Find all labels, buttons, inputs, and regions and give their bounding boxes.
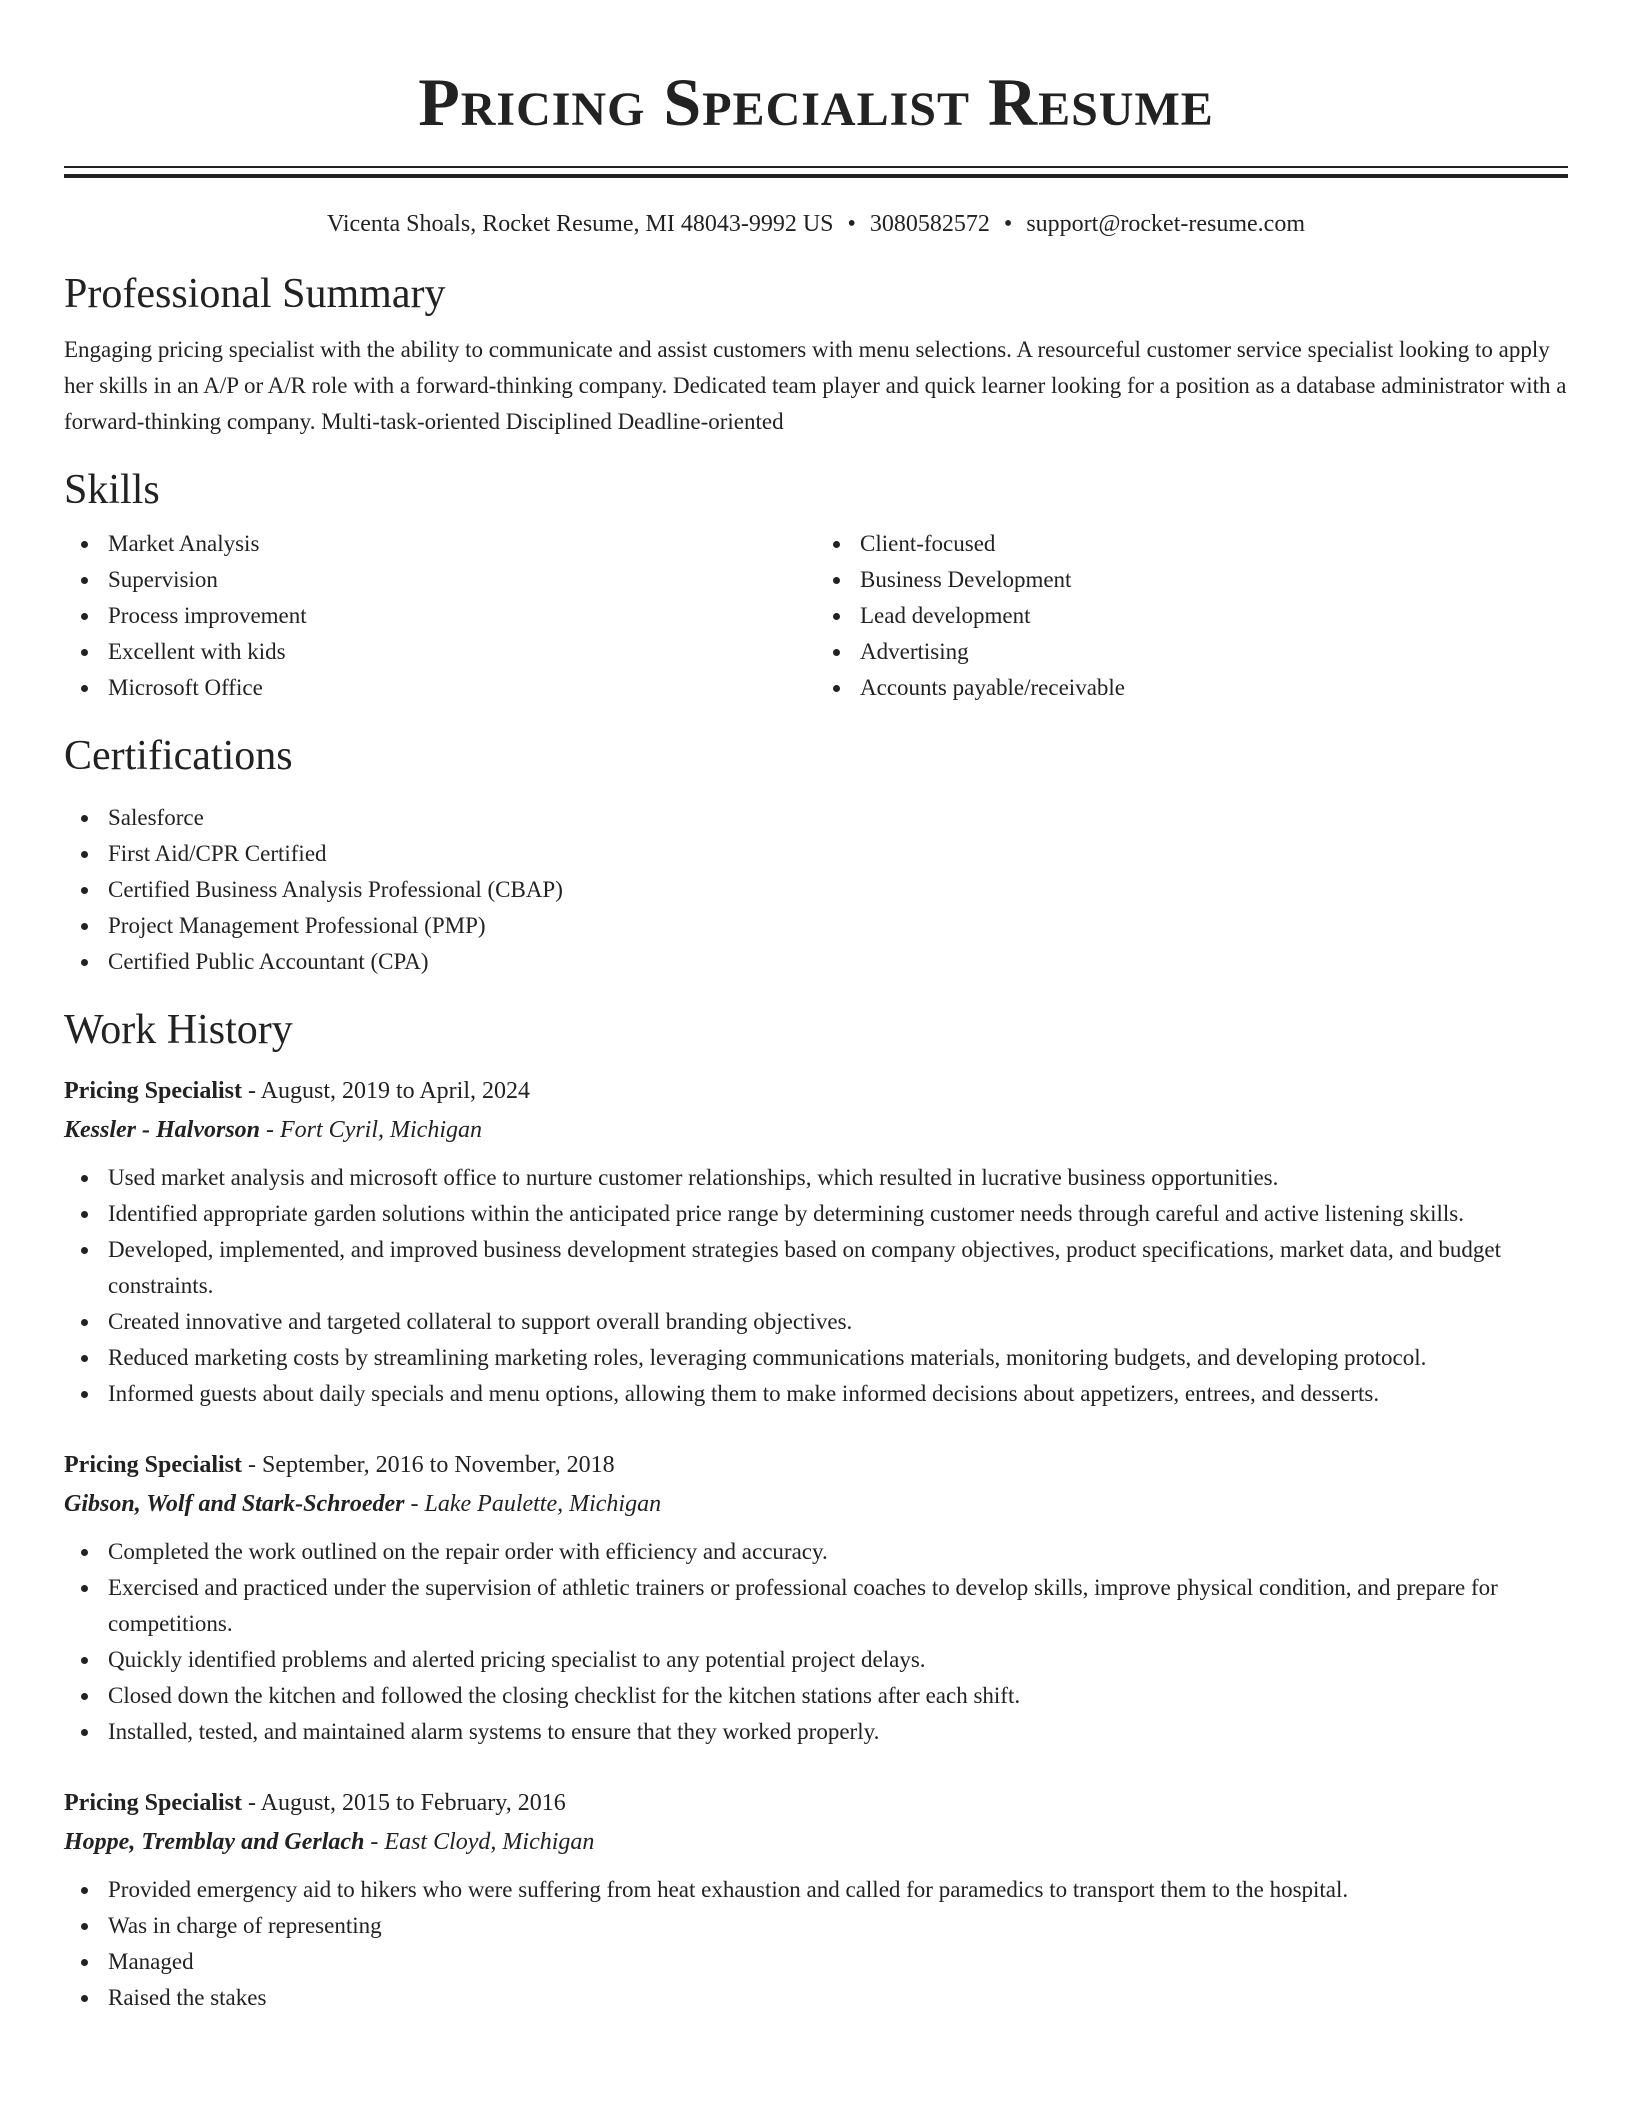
- job-bullet: Managed: [108, 1944, 1568, 1980]
- work-history-heading: Work History: [64, 1007, 293, 1053]
- job-company-line: Gibson, Wolf and Stark-Schroeder - Lake Paulette, Michigan: [64, 1491, 662, 1517]
- job-bullet: Closed down the kitchen and followed the closing checklist for the kitchen stations after each shift.: [108, 1678, 1568, 1714]
- job-title: Pricing Specialist: [64, 1790, 242, 1816]
- certification-item: Project Management Professional (PMP): [108, 908, 1568, 944]
- certification-item: First Aid/CPR Certified: [108, 836, 1568, 872]
- job-dates: September, 2016 to November, 2018: [261, 1452, 615, 1478]
- certifications-heading: Certifications: [64, 733, 293, 779]
- job-bullet: Raised the stakes: [108, 1980, 1568, 2016]
- job-bullet: Developed, implemented, and improved business development strategies based on company objectives, product specifications, market data, and budget constraints.: [108, 1232, 1568, 1304]
- job-company: Kessler - Halvorson: [64, 1117, 261, 1143]
- certifications-list: [64, 800, 1568, 980]
- job-location: Fort Cyril, Michigan: [280, 1117, 482, 1143]
- job-location: Lake Paulette, Michigan: [424, 1491, 662, 1517]
- job-bullets: [64, 1160, 1568, 1412]
- title-rule-thin: [64, 166, 1568, 168]
- job-entry: [64, 1446, 1568, 1750]
- job-bullet: Provided emergency aid to hikers who were suffering from heat exhaustion and called for paramedics to transport them to the hospital.: [108, 1872, 1568, 1908]
- summary-heading: Professional Summary: [64, 271, 446, 317]
- skill-item: Excellent with kids: [108, 634, 816, 670]
- certification-item: Certified Public Accountant (CPA): [108, 944, 1568, 980]
- job-bullet: Quickly identified problems and alerted pricing specialist to any potential project delays.: [108, 1642, 1568, 1678]
- skills-right-list: [816, 526, 1568, 706]
- job-company-line: Kessler - Halvorson - Fort Cyril, Michigan: [64, 1117, 482, 1143]
- job-dates: August, 2019 to April, 2024: [260, 1078, 530, 1104]
- job-title-line: Pricing Specialist - September, 2016 to November, 2018: [64, 1452, 615, 1478]
- job-company: Hoppe, Tremblay and Gerlach: [64, 1829, 365, 1855]
- job-bullets: [64, 1872, 1568, 2016]
- job-bullet: Completed the work outlined on the repair order with efficiency and accuracy.: [108, 1534, 1568, 1570]
- job-company: Gibson, Wolf and Stark-Schroeder: [64, 1491, 405, 1517]
- job-bullets: [64, 1534, 1568, 1750]
- skills-columns: [64, 526, 1568, 706]
- resume-title: Pricing Specialist Resume: [418, 64, 1214, 140]
- contact-address: Vicenta Shoals, Rocket Resume, MI 48043-9992 US: [327, 211, 834, 237]
- skill-item: Market Analysis: [108, 526, 816, 562]
- skill-item: Client-focused: [860, 526, 1568, 562]
- job-title: Pricing Specialist: [64, 1078, 242, 1104]
- skill-item: Lead development: [860, 598, 1568, 634]
- job-company-line: Hoppe, Tremblay and Gerlach - East Cloyd, Michigan: [64, 1829, 595, 1855]
- skill-item: Process improvement: [108, 598, 816, 634]
- skill-item: Business Development: [860, 562, 1568, 598]
- contact-phone: 3080582572: [869, 211, 990, 237]
- job-entry: [64, 1784, 1568, 2016]
- job-location: East Cloyd, Michigan: [384, 1829, 595, 1855]
- job-dates: August, 2015 to February, 2016: [260, 1790, 566, 1816]
- summary-text: Engaging pricing specialist with the ability to communicate and assist customers with menu selections. A resourceful customer service specialist looking to apply her skills in an A/P or A/R role with a forward-thinking company. Dedicated team player and quick learner looking for a position as a database administrator with a forward-thinking company. Multi-task-oriented Disciplined Deadline-oriented: [64, 337, 1567, 434]
- job-bullet: Was in charge of representing: [108, 1908, 1568, 1944]
- job-entry: [64, 1072, 1568, 1412]
- contact-line: [64, 208, 1568, 240]
- job-bullet: Informed guests about daily specials and menu options, allowing them to make informed decisions about appetizers, entrees, and desserts.: [108, 1376, 1568, 1412]
- contact-separator: •: [847, 211, 856, 237]
- job-bullet: Installed, tested, and maintained alarm systems to ensure that they worked properly.: [108, 1714, 1568, 1750]
- job-bullet: Exercised and practiced under the supervision of athletic trainers or professional coaches to develop skills, improve physical condition, and prepare for competitions.: [108, 1570, 1568, 1642]
- skills-heading: Skills: [64, 467, 160, 513]
- job-bullet: Reduced marketing costs by streamlining marketing roles, leveraging communications materials, monitoring budgets, and developing protocol.: [108, 1340, 1568, 1376]
- certification-item: Certified Business Analysis Professional (CBAP): [108, 872, 1568, 908]
- contact-separator: •: [1003, 211, 1013, 237]
- certification-item: Salesforce: [108, 800, 1568, 836]
- skill-item: Supervision: [108, 562, 816, 598]
- job-bullet: Created innovative and targeted collateral to support overall branding objectives.: [108, 1304, 1568, 1340]
- job-bullet: Identified appropriate garden solutions within the anticipated price range by determining customer needs through careful and active listening skills.: [108, 1196, 1568, 1232]
- job-bullet: Used market analysis and microsoft office to nurture customer relationships, which resulted in lucrative business opportunities.: [108, 1160, 1568, 1196]
- job-title-line: Pricing Specialist - August, 2015 to February, 2016: [64, 1790, 566, 1816]
- job-title: Pricing Specialist: [64, 1452, 242, 1478]
- resume-page: [64, 0, 1568, 2016]
- skills-left-list: [64, 526, 816, 706]
- skill-item: Advertising: [860, 634, 1568, 670]
- skill-item: Accounts payable/receivable: [860, 670, 1568, 706]
- title-rule-thick: [64, 174, 1568, 178]
- contact-email: support@rocket-resume.com: [1026, 211, 1305, 237]
- job-title-line: Pricing Specialist - August, 2019 to April, 2024: [64, 1078, 530, 1104]
- skill-item: Microsoft Office: [108, 670, 816, 706]
